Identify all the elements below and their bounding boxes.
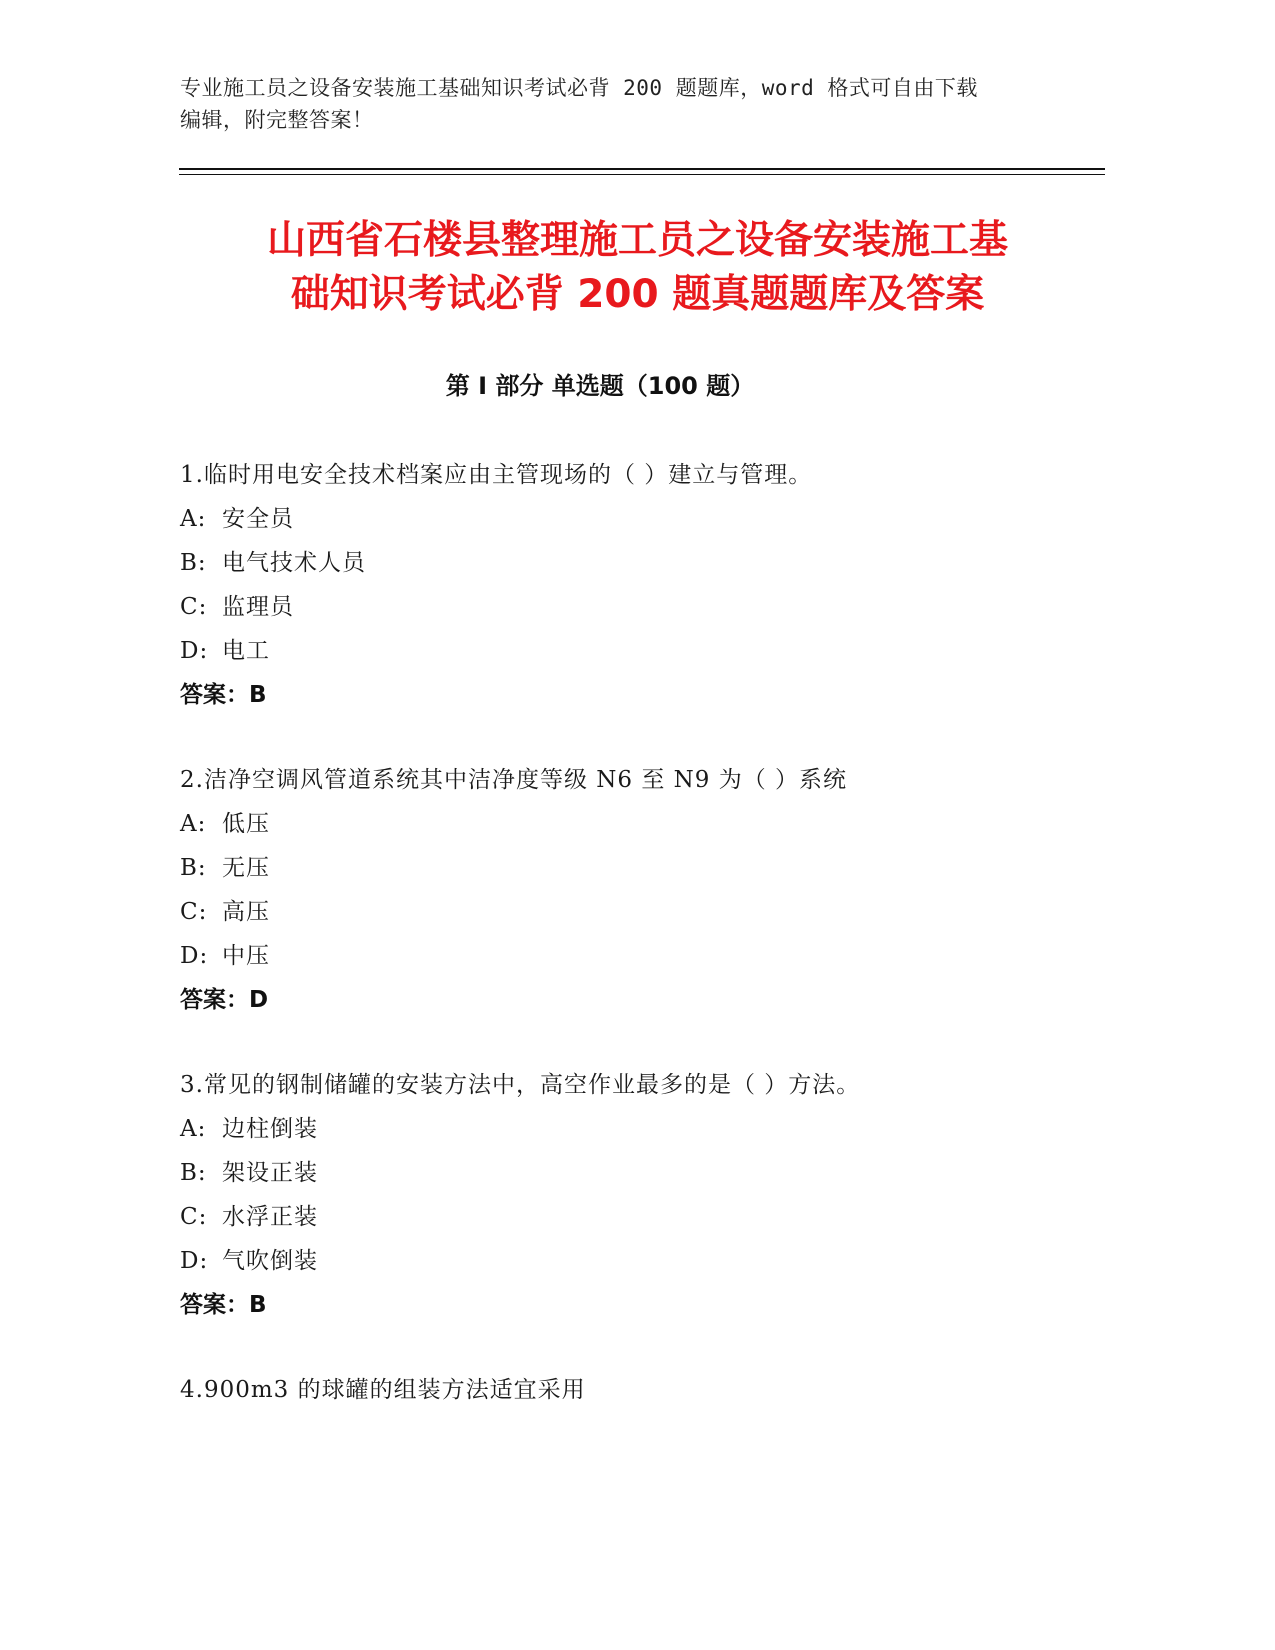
- option-letter: C:: [180, 1204, 208, 1230]
- option-a: [180, 802, 1080, 846]
- option-text: 气吹倒装: [222, 1248, 318, 1274]
- option-text: 电气技术人员: [222, 550, 366, 576]
- option-c: [180, 585, 1080, 629]
- option-d: [180, 629, 1080, 673]
- header-note: [180, 72, 1060, 136]
- section-heading: 第 I 部分 单选题（100 题）: [445, 372, 755, 400]
- option-letter: A:: [180, 811, 207, 837]
- question-4: [180, 1368, 1080, 1412]
- header-note-line-2: 编辑，附完整答案！: [180, 108, 374, 132]
- question-text: 3.常见的钢制储罐的安装方法中，高空作业最多的是（ ）方法。: [180, 1072, 861, 1098]
- question-3: [180, 1063, 1080, 1327]
- answer-label: 答案：B: [180, 682, 267, 708]
- option-letter: D:: [180, 1248, 209, 1274]
- option-letter: C:: [180, 594, 208, 620]
- option-letter: A:: [180, 506, 207, 532]
- option-letter: A:: [180, 1116, 207, 1142]
- question-text: 1.临时用电安全技术档案应由主管现场的（ ）建立与管理。: [180, 462, 813, 488]
- option-text: 边柱倒装: [222, 1116, 318, 1142]
- option-d: [180, 1239, 1080, 1283]
- question-text: 4.900m3 的球罐的组装方法适宜采用: [180, 1377, 586, 1403]
- option-text: 电工: [222, 638, 270, 664]
- option-letter: D:: [180, 638, 209, 664]
- header-divider-thin: [179, 174, 1105, 175]
- answer-label: 答案：D: [180, 987, 269, 1013]
- header-note-line-1: 专业施工员之设备安装施工基础知识考试必背 200 题题库，word 格式可自由下载: [180, 76, 978, 100]
- option-b: [180, 541, 1080, 585]
- option-letter: B:: [180, 855, 207, 881]
- option-a: [180, 1107, 1080, 1151]
- question-2: [180, 758, 1080, 1022]
- option-text: 水浮正装: [222, 1204, 318, 1230]
- question-1: [180, 453, 1080, 717]
- option-d: [180, 934, 1080, 978]
- option-text: 监理员: [222, 594, 294, 620]
- option-text: 高压: [222, 899, 270, 925]
- option-letter: D:: [180, 943, 209, 969]
- option-c: [180, 1195, 1080, 1239]
- header-divider-thick: [179, 168, 1105, 170]
- option-letter: B:: [180, 550, 207, 576]
- option-letter: C:: [180, 899, 208, 925]
- option-text: 无压: [222, 855, 270, 881]
- document-title-line-2: 础知识考试必背 200 题真题题库及答案: [290, 272, 985, 317]
- option-letter: B:: [180, 1160, 207, 1186]
- option-text: 架设正装: [222, 1160, 318, 1186]
- option-b: [180, 1151, 1080, 1195]
- document-title: [150, 214, 1125, 322]
- option-text: 安全员: [222, 506, 294, 532]
- option-b: [180, 846, 1080, 890]
- option-a: [180, 497, 1080, 541]
- option-text: 低压: [222, 811, 270, 837]
- option-c: [180, 890, 1080, 934]
- answer-label: 答案：B: [180, 1292, 267, 1318]
- question-text: 2.洁净空调风管道系统其中洁净度等级 N6 至 N9 为（ ）系统: [180, 767, 848, 793]
- document-title-line-1: 山西省石楼县整理施工员之设备安装施工基: [266, 218, 1008, 263]
- option-text: 中压: [222, 943, 270, 969]
